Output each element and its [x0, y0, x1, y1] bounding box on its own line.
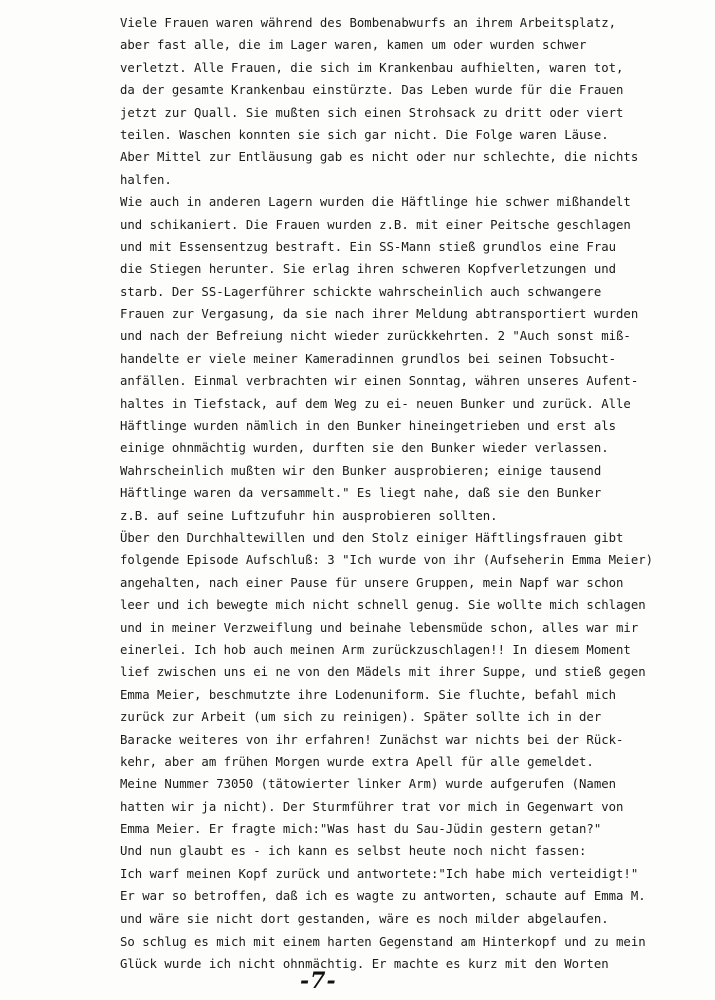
text-line: Ich warf meinen Kopf zurück und antwortete:"Ich habe mich verteidigt!"	[120, 866, 639, 881]
text-line: und in meiner Verzweiflung und beinahe lebensmüde schon, alles war mir	[120, 620, 639, 635]
text-line: Er war so betroffen, daß ich es wagte zu antworten, schaute auf Emma M.	[120, 889, 646, 904]
text-line: Wahrscheinlich mußten wir den Bunker ausprobieren; einige tausend	[120, 463, 602, 478]
text-line: Viele Frauen waren während des Bombenabwurfs an ihrem Arbeitsplatz,	[120, 16, 617, 30]
text-line: und mit Essensentzug bestraft. Ein SS-Mann stieß grundlos eine Frau	[120, 239, 617, 254]
text-line: die Stiegen herunter. Sie erlag ihren schweren Kopfverletzungen und	[120, 262, 617, 277]
text-line: und schikaniert. Die Frauen wurden z.B. mit einer Peitsche geschlagen	[120, 217, 631, 232]
text-line: Meine Nummer 73050 (tätowierter linker Arm) wurde aufgerufen (Namen	[120, 777, 617, 792]
text-line: Häftlinge waren da versammelt." Es liegt nahe, daß sie den Bunker	[120, 486, 602, 501]
page-number: -7-	[300, 968, 337, 994]
text-line: hatten wir ja nicht). Der Sturmführer trat vor mich in Gegenwart von	[120, 799, 624, 814]
text-line: Über den Durchhaltewillen und den Stolz einiger Häftlingsfrauen gibt	[120, 530, 624, 545]
text-line: folgende Episode Aufschluß: 3 "Ich wurde von ihr (Aufseherin Emma Meier)	[120, 553, 654, 568]
text-line: handelte er viele meiner Kameradinnen grundlos bei seinen Tobsucht-	[120, 351, 617, 366]
text-line: kehr, aber am frühen Morgen wurde extra Apell für alle gemeldet.	[120, 754, 594, 769]
text-line: Frauen zur Vergasung, da sie nach ihrer Meldung abtransportiert wurden	[120, 307, 639, 322]
text-line: leer und ich bewegte mich nicht schnell genug. Sie wollte mich schlagen	[120, 598, 646, 613]
text-line: teilen. Waschen konnten sie sich gar nicht. Die Folge waren Läuse.	[120, 127, 609, 142]
text-line: Baracke weiteres von ihr erfahren! Zunächst war nichts bei der Rück-	[120, 732, 624, 747]
text-line: und nach der Befreiung nicht wieder zurückkehrten. 2 "Auch sonst miß-	[120, 329, 631, 344]
text-line: Glück wurde ich nicht ohnmächtig. Er machte es kurz mit den Worten	[120, 957, 609, 972]
text-line: zurück zur Arbeit (um sich zu reinigen). Später sollte ich in der	[120, 710, 602, 725]
text-line: Und nun glaubt es - ich kann es selbst heute noch nicht fassen:	[120, 844, 587, 859]
text-line: starb. Der SS-Lagerführer schickte wahrscheinlich auch schwangere	[120, 284, 602, 299]
body-text	[120, 12, 680, 976]
text-line: aber fast alle, die im Lager waren, kamen um oder wurden schwer	[120, 38, 587, 53]
text-line: Wie auch in anderen Lagern wurden die Häftlinge hie schwer mißhandelt	[120, 195, 631, 210]
text-line: Häftlinge wurden nämlich in den Bunker hineingetrieben und erst als	[120, 419, 617, 434]
text-line: angehalten, nach einer Pause für unsere Gruppen, mein Napf war schon	[120, 575, 624, 590]
text-line: da der gesamte Krankenbau einstürzte. Das Leben wurde für die Frauen	[120, 83, 624, 98]
text-line: z.B. auf seine Luftzufuhr hin ausprobieren sollten.	[120, 508, 498, 523]
text-line: und wäre sie nicht dort gestanden, wäre es noch milder abgelaufen.	[120, 911, 609, 926]
text-line: halfen.	[120, 172, 172, 187]
text-line: Aber Mittel zur Entläusung gab es nicht oder nur schlechte, die nichts	[120, 150, 639, 165]
text-line: einige ohnmächtig wurden, durften sie den Bunker wieder verlassen.	[120, 441, 609, 456]
text-line: verletzt. Alle Frauen, die sich im Krankenbau aufhielten, waren tot,	[120, 60, 624, 75]
text-line: So schlug es mich mit einem harten Gegenstand am Hinterkopf und zu mein	[120, 935, 646, 950]
text-line: jetzt zur Quall. Sie mußten sich einen Strohsack zu dritt oder viert	[120, 105, 624, 120]
text-line: Emma Meier, beschmutzte ihre Lodenuniform. Sie fluchte, befahl mich	[120, 687, 617, 702]
text-line: Emma Meier. Er fragte mich:"Was hast du Sau-Jüdin gestern getan?"	[120, 822, 602, 837]
text-line: anfällen. Einmal verbrachten wir einen Sonntag, währen unseres Aufent-	[120, 374, 639, 389]
text-line: lief zwischen uns ei ne von den Mädels mit ihrer Suppe, und stieß gegen	[120, 665, 646, 680]
text-line: einerlei. Ich hob auch meinen Arm zurückzuschlagen!! In diesem Moment	[120, 642, 631, 657]
text-line: haltes in Tiefstack, auf dem Weg zu ei- neuen Bunker und zurück. Alle	[120, 396, 631, 411]
